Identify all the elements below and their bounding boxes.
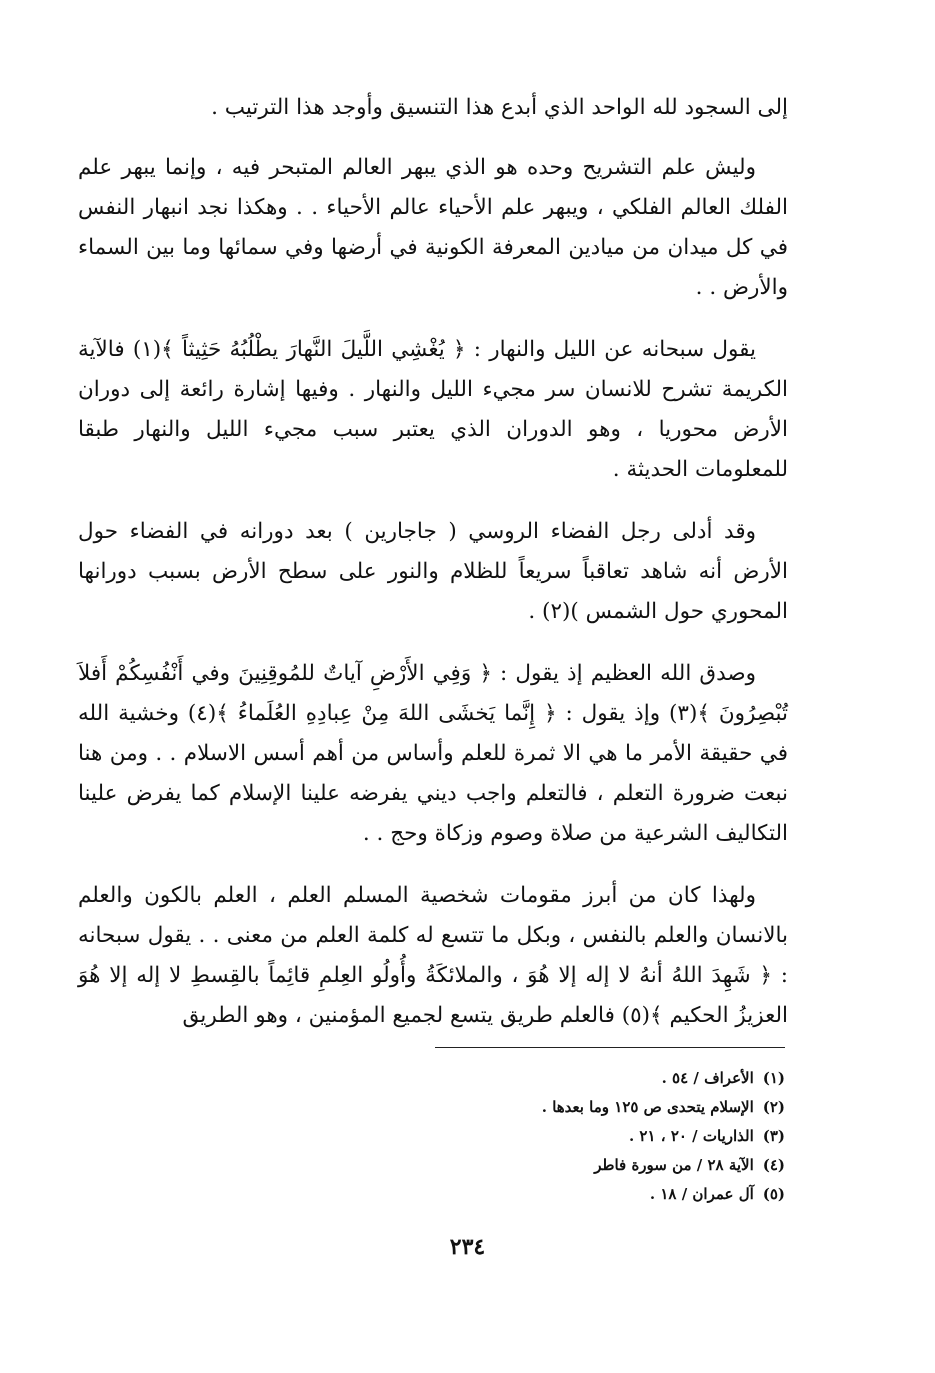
- footnote-number: (٤): [762, 1156, 785, 1174]
- footnote-number: (١): [762, 1069, 785, 1087]
- paragraph-knowledge: ولهذا كان من أبرز مقومات شخصية المسلم العلم ، العلم بالكون والعلم بالانسان والعلم بالنفس ، وبكل ما تتسع له كلمة العلم من معنى . . يقول سبحانه : ﴿ شَهِدَ اللهُ أنهُ لا إله إلا هُوَ ، والملائكَةُ وأُولُو العِلمِ قائِماً بالقِسطِ لا إله إلا هُوَ العزيزُ الحكيم ﴾(٥) فالعلم طريق يتسع لجميع المؤمنين ، وهو الطريق: [78, 883, 788, 1028]
- page-number: ٢٣٤: [449, 1234, 486, 1260]
- footnote-item: [365, 1093, 785, 1122]
- footnote-text: الأعراف / ٥٤ .: [661, 1069, 754, 1087]
- footnote-text: الإسلام يتحدى ص ١٢٥ وما بعدها .: [541, 1098, 754, 1116]
- footnote-number: (٢): [762, 1098, 785, 1116]
- footnote-text: آل عمران / ١٨ .: [649, 1185, 754, 1203]
- footnotes-list: [365, 1064, 785, 1209]
- footnote-text: الآية ٢٨ / من سورة فاطر: [594, 1156, 754, 1174]
- footnote-number: (٣): [762, 1127, 785, 1145]
- footnote-text: الذاريات / ٢٠ ، ٢١ .: [628, 1127, 754, 1145]
- paragraph-gagarin: وقد أدلى رجل الفضاء الروسي ( جاجارين ) بعد دورانه في الفضاء حول الأرض أنه شاهد تعاقباً سريعاً للظلام والنور على سطح الأرض بسبب دورانها المحوري حول الشمس )(٢) .: [78, 519, 788, 624]
- footnote-item: [365, 1064, 785, 1093]
- paragraph-anatomy: وليش علم التشريح وحده هو الذي يبهر العالم المتبحر فيه ، وإنما يبهر علم الفلك العالم الفلكي ، ويبهر علم الأحياء عالم الأحياء . . وهكذا نجد انبهار النفس في كل ميدان من ميادين المعرفة الكونية في أرضها وفي سمائها وما بين السماء والأرض . .: [78, 155, 788, 300]
- page-body: [78, 88, 788, 1058]
- footnote-item: [365, 1180, 785, 1209]
- paragraph-signs-in-earth: وصدق الله العظيم إذ يقول : ﴿ وَفِي الأَرْضِ آياتٌ للمُوقِنِينَ وفي أَنْفُسِكُمْ أَفلاَ تُبْصِرُونَ ﴾(٣) وإذ يقول : ﴿ إِنَّما يَخشَى اللهَ مِنْ عِبادِهِ العُلَماءُ ﴾(٤) وخشية الله في حقيقة الأمر ما هي الا ثمرة للعلم وأساس من أهم أسس الاسلام . . ومن هنا نبعت ضرورة التعلم ، فالتعلم واجب ديني يفرضه علينا الإسلام كما يفرض علينا التكاليف الشرعية من صلاة وصوم وزكاة وحج . .: [78, 661, 789, 846]
- paragraph-continuation: إلى السجود لله الواحد الذي أبدع هذا التنسيق وأوجد هذا الترتيب .: [211, 95, 788, 120]
- footnote-divider: [435, 1047, 785, 1048]
- footnote-number: (٥): [762, 1185, 785, 1203]
- footnote-item: [365, 1151, 785, 1180]
- footnote-item: [365, 1122, 785, 1151]
- paragraph-night-day: يقول سبحانه عن الليل والنهار : ﴿ يُغْشِي اللَّيلَ النَّهارَ يطْلُبُهُ حَثِيثاً ﴾(١) فالآية الكريمة تشرح للانسان سر مجيء الليل والنهار . وفيها إشارة رائعة إلى دوران الأرض محوريا ، وهو الدوران الذي يعتبر سبب مجيء الليل والنهار طبقا للمعلومات الحديثة .: [78, 337, 788, 482]
